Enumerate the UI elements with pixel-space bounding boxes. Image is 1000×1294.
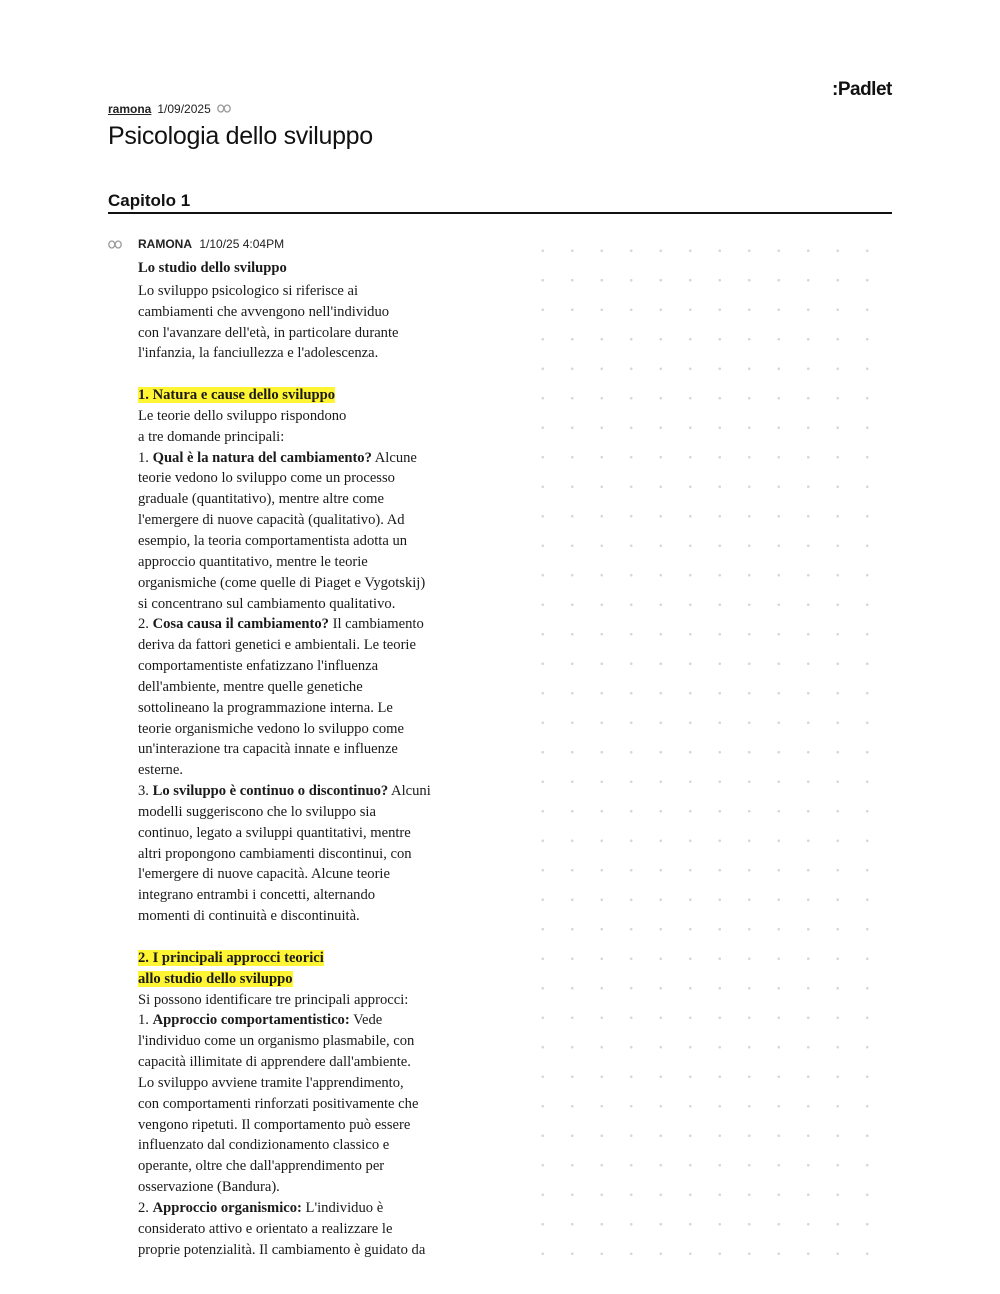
board-date: 1/09/2025	[157, 102, 211, 116]
text-line: capacità illimitate di apprendere dall'ambiente.	[138, 1054, 411, 1071]
section-divider	[108, 212, 892, 214]
text-line: un'interazione tra capacità innate e influenze	[138, 741, 398, 758]
text-line: a tre domande principali:	[138, 428, 285, 445]
post-heading: Lo studio dello sviluppo	[138, 260, 287, 276]
text-line: teorie organismiche vedono lo sviluppo come	[138, 720, 405, 737]
text-line: esempio, la teoria comportamentista adotta un	[138, 532, 408, 549]
section-title: Capitolo 1	[108, 191, 191, 210]
text-line: Lo sviluppo avviene tramite l'apprendimento,	[138, 1074, 404, 1091]
intro-line: Lo sviluppo psicologico si riferisce ai	[138, 282, 359, 299]
intro-line: cambiamenti che avvengono nell'individuo	[138, 303, 390, 320]
text-line: approccio quantitativo, mentre le teorie	[138, 553, 368, 570]
text-line: Le teorie dello sviluppo rispondono	[138, 407, 347, 424]
text-line: esterne.	[138, 762, 183, 779]
text-line: momenti di continuità e discontinuità.	[138, 908, 360, 925]
text-line: teorie vedono lo sviluppo come un processo	[138, 470, 395, 487]
text-line: modelli suggeriscono che lo sviluppo sia	[138, 803, 376, 820]
highlight-heading-2: 2. I principali approcci teorici	[138, 949, 324, 966]
approach-2: 2. Approccio organismico: L'individuo è	[138, 1199, 384, 1216]
question-2: 2. Cosa causa il cambiamento? Il cambiamento	[138, 616, 424, 633]
text-line: integrano entrambi i concetti, alternando	[138, 887, 376, 904]
text-line: sottolineano la programmazione interna. Le	[138, 699, 393, 716]
text-line: l'individuo come un organismo plasmabile, con	[138, 1033, 415, 1050]
padlet-logo: :Padlet	[832, 79, 892, 100]
text-line: proprie potenzialità. Il cambiamento è guidato da	[138, 1241, 426, 1258]
text-line: operante, oltre che dall'apprendimento per	[138, 1158, 385, 1175]
text-line: vengono ripetuti. Il comportamento può essere	[138, 1116, 411, 1133]
post-timestamp: 1/10/25 4:04PM	[199, 237, 285, 251]
text-line: graduale (quantitativo), mentre altre come	[138, 491, 384, 508]
text-line: con comportamenti rinforzati positivamente che	[138, 1095, 419, 1112]
text-line: continuo, legato a sviluppi quantitativi, mentre	[138, 824, 411, 841]
post-link-icon[interactable]	[108, 236, 122, 254]
post-author: RAMONA	[138, 237, 192, 251]
text-line: altri propongono cambiamenti discontinui, con	[138, 845, 412, 862]
intro-line: l'infanzia, la fanciullezza e l'adolescenza.	[138, 345, 379, 362]
text-line: influenzato dal condizionamento classico e	[138, 1137, 390, 1154]
question-1: 1. Qual è la natura del cambiamento? Alcune	[138, 449, 417, 466]
text-line: organismiche (come quelle di Piaget e Vygotskij)	[138, 574, 426, 591]
highlight-heading-2-cont: allo studio dello sviluppo	[138, 970, 293, 987]
board-author[interactable]: ramona	[108, 102, 152, 116]
dotted-background	[528, 236, 892, 1266]
approach-1: 1. Approccio comportamentistico: Vede	[138, 1012, 383, 1029]
text-line: osservazione (Bandura).	[138, 1179, 280, 1196]
post-body	[138, 258, 483, 1261]
text-line: comportamentiste enfatizzano l'influenza	[138, 658, 379, 675]
question-3: 3. Lo sviluppo è continuo o discontinuo? Alcuni	[138, 783, 431, 800]
text-line: Si possono identificare tre principali approcci:	[138, 991, 409, 1008]
board-title: Psicologia dello sviluppo	[108, 122, 373, 150]
link-icon[interactable]	[217, 102, 231, 116]
text-line: l'emergere di nuove capacità. Alcune teorie	[138, 866, 390, 883]
intro-line: con l'avanzare dell'età, in particolare durante	[138, 324, 399, 341]
post-meta	[138, 237, 284, 251]
text-line: considerato attivo e orientato a realizzare le	[138, 1220, 393, 1237]
text-line: deriva da fattori genetici e ambientali. Le teorie	[138, 637, 416, 654]
board-meta	[108, 102, 231, 116]
text-line: dell'ambiente, mentre quelle genetiche	[138, 678, 363, 695]
text-line: si concentrano sul cambiamento qualitativo.	[138, 595, 396, 612]
text-line: l'emergere di nuove capacità (qualitativo). Ad	[138, 512, 405, 529]
highlight-heading-1: 1. Natura e cause dello sviluppo	[138, 387, 336, 404]
